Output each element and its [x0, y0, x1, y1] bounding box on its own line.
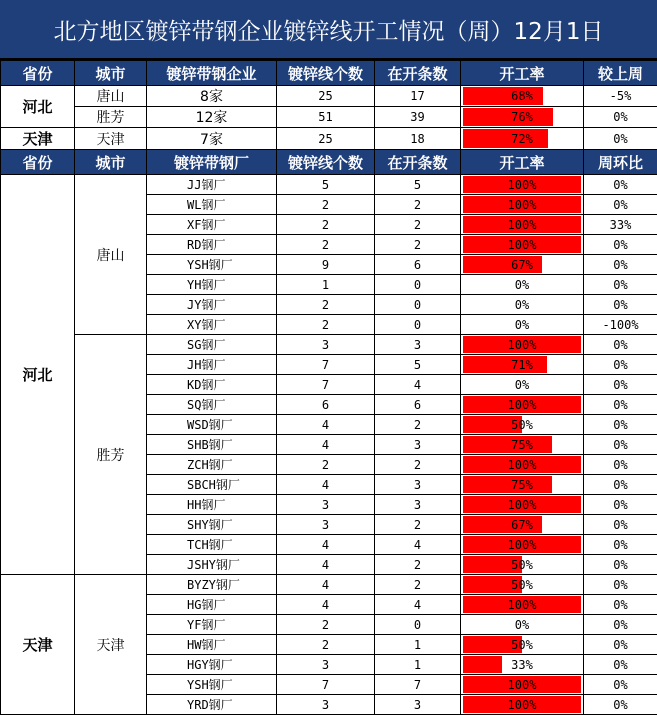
change-cell: 0%	[584, 335, 657, 355]
lines-cell: 6	[277, 395, 375, 415]
mill-cell: RD钢厂	[147, 235, 277, 255]
rate-cell	[461, 595, 584, 615]
rate-label: 67%	[511, 257, 533, 272]
mill-cell: XY钢厂	[147, 315, 277, 335]
open-cell: 6	[375, 255, 461, 275]
open-cell: 3	[375, 335, 461, 355]
rate-label: 100%	[507, 217, 537, 232]
open-cell: 7	[375, 675, 461, 695]
table-row	[1, 575, 657, 595]
province-cell: 河北	[1, 86, 75, 128]
change-cell: 0%	[584, 655, 657, 675]
open-cell: 2	[375, 455, 461, 475]
mill-cell: BYZY钢厂	[147, 575, 277, 595]
rate-label: 75%	[511, 477, 533, 492]
province-cell: 河北	[1, 175, 75, 575]
rate-label: 0%	[514, 277, 530, 292]
change-cell: 0%	[584, 455, 657, 475]
lines-cell: 4	[277, 415, 375, 435]
rate-label: 68%	[511, 89, 533, 103]
change-cell: 0%	[584, 375, 657, 395]
header-firms: 镀锌带钢企业	[147, 61, 277, 86]
city-cell: 唐山	[75, 175, 147, 335]
summary-row	[1, 86, 657, 107]
firms-cell: 8家	[147, 86, 277, 107]
open-cell: 4	[375, 535, 461, 555]
rate-cell	[461, 675, 584, 695]
rate-cell	[461, 615, 584, 635]
change-cell: 0%	[584, 515, 657, 535]
mill-cell: WSD钢厂	[147, 415, 277, 435]
mill-cell: YSH钢厂	[147, 255, 277, 275]
mill-cell: YH钢厂	[147, 275, 277, 295]
change-cell: -5%	[584, 86, 657, 107]
rate-label: 72%	[511, 131, 533, 146]
open-cell: 0	[375, 275, 461, 295]
change-cell: 0%	[584, 535, 657, 555]
rate-cell	[461, 128, 584, 150]
mill-cell: HH钢厂	[147, 495, 277, 515]
rate-cell	[461, 655, 584, 675]
lines-cell: 4	[277, 595, 375, 615]
lines-cell: 4	[277, 575, 375, 595]
change-cell: 0%	[584, 195, 657, 215]
open-cell: 39	[375, 107, 461, 128]
rate-cell	[461, 515, 584, 535]
open-cell: 2	[375, 215, 461, 235]
rate-label: 100%	[507, 197, 537, 212]
rate-label: 100%	[507, 537, 537, 552]
rate-label: 50%	[511, 637, 533, 652]
lines-cell: 5	[277, 175, 375, 195]
open-cell: 2	[375, 195, 461, 215]
city-cell: 胜芳	[75, 107, 147, 128]
change-cell: 33%	[584, 215, 657, 235]
header-lines: 镀锌线个数	[277, 61, 375, 86]
header-change: 周环比	[584, 150, 657, 175]
open-cell: 0	[375, 295, 461, 315]
rate-label: 100%	[507, 457, 537, 472]
rate-cell	[461, 195, 584, 215]
rate-cell	[461, 375, 584, 395]
rate-cell	[461, 86, 584, 107]
open-cell: 1	[375, 635, 461, 655]
lines-cell: 7	[277, 675, 375, 695]
summary-row	[1, 107, 657, 128]
mill-cell: HG钢厂	[147, 595, 277, 615]
change-cell: 0%	[584, 275, 657, 295]
open-cell: 3	[375, 695, 461, 715]
rate-cell	[461, 435, 584, 455]
lines-cell: 4	[277, 535, 375, 555]
lines-cell: 4	[277, 435, 375, 455]
rate-cell	[461, 635, 584, 655]
lines-cell: 2	[277, 295, 375, 315]
rate-label: 76%	[511, 110, 533, 124]
rate-label: 50%	[511, 417, 533, 432]
status-table	[0, 60, 657, 715]
change-cell: 0%	[584, 635, 657, 655]
summary-header-row	[1, 61, 657, 86]
header-mill: 镀锌带钢厂	[147, 150, 277, 175]
header-city: 城市	[75, 150, 147, 175]
change-cell: 0%	[584, 575, 657, 595]
lines-cell: 3	[277, 655, 375, 675]
mill-cell: ZCH钢厂	[147, 455, 277, 475]
open-cell: 0	[375, 315, 461, 335]
page-title: 北方地区镀锌带钢企业镀锌线开工情况（周）12月1日	[0, 0, 657, 60]
open-cell: 3	[375, 495, 461, 515]
rate-cell	[461, 315, 584, 335]
rate-label: 33%	[511, 657, 533, 672]
change-cell: 0%	[584, 695, 657, 715]
rate-cell	[461, 107, 584, 128]
open-cell: 3	[375, 475, 461, 495]
open-cell: 0	[375, 615, 461, 635]
lines-cell: 2	[277, 635, 375, 655]
rate-label: 50%	[511, 557, 533, 572]
mill-cell: TCH钢厂	[147, 535, 277, 555]
open-cell: 3	[375, 435, 461, 455]
change-cell: 0%	[584, 175, 657, 195]
lines-cell: 3	[277, 515, 375, 535]
change-cell: 0%	[584, 555, 657, 575]
header-rate: 开工率	[461, 61, 584, 86]
detail-header	[1, 150, 657, 175]
lines-cell: 4	[277, 555, 375, 575]
rate-cell	[461, 175, 584, 195]
lines-cell: 7	[277, 375, 375, 395]
header-province: 省份	[1, 150, 75, 175]
city-cell: 唐山	[75, 86, 147, 107]
rate-label: 100%	[507, 237, 537, 252]
firms-cell: 7家	[147, 128, 277, 150]
lines-cell: 1	[277, 275, 375, 295]
rate-label: 0%	[514, 297, 530, 312]
city-cell: 胜芳	[75, 335, 147, 575]
header-lines: 镀锌线个数	[277, 150, 375, 175]
lines-cell: 2	[277, 315, 375, 335]
header-open: 在开条数	[375, 61, 461, 86]
lines-cell: 2	[277, 235, 375, 255]
mill-cell: HW钢厂	[147, 635, 277, 655]
lines-cell: 3	[277, 695, 375, 715]
open-cell: 2	[375, 575, 461, 595]
mill-cell: JY钢厂	[147, 295, 277, 315]
open-cell: 6	[375, 395, 461, 415]
rate-cell	[461, 695, 584, 715]
rate-label: 71%	[511, 357, 533, 372]
mill-cell: WL钢厂	[147, 195, 277, 215]
change-cell: 0%	[584, 355, 657, 375]
header-city: 城市	[75, 61, 147, 86]
header-rate: 开工率	[461, 150, 584, 175]
mill-cell: SG钢厂	[147, 335, 277, 355]
mill-cell: SBCH钢厂	[147, 475, 277, 495]
detail-body	[1, 175, 657, 715]
header-province: 省份	[1, 61, 75, 86]
change-cell: 0%	[584, 395, 657, 415]
change-cell: 0%	[584, 595, 657, 615]
rate-cell	[461, 395, 584, 415]
open-cell: 5	[375, 355, 461, 375]
rate-label: 50%	[511, 577, 533, 592]
table-row	[1, 175, 657, 195]
lines-cell: 3	[277, 495, 375, 515]
change-cell: 0%	[584, 128, 657, 150]
rate-cell	[461, 275, 584, 295]
open-cell: 2	[375, 415, 461, 435]
rate-cell	[461, 355, 584, 375]
rate-cell	[461, 495, 584, 515]
lines-cell: 51	[277, 107, 375, 128]
rate-label: 67%	[511, 517, 533, 532]
change-cell: 0%	[584, 495, 657, 515]
rate-cell	[461, 535, 584, 555]
rate-label: 0%	[514, 317, 530, 332]
lines-cell: 25	[277, 128, 375, 150]
mill-cell: YSH钢厂	[147, 675, 277, 695]
rate-label: 75%	[511, 437, 533, 452]
open-cell: 18	[375, 128, 461, 150]
rate-cell	[461, 575, 584, 595]
lines-cell: 7	[277, 355, 375, 375]
change-cell: 0%	[584, 415, 657, 435]
city-cell: 天津	[75, 128, 147, 150]
change-cell: 0%	[584, 295, 657, 315]
rate-cell	[461, 235, 584, 255]
lines-cell: 9	[277, 255, 375, 275]
lines-cell: 3	[277, 335, 375, 355]
rate-cell	[461, 295, 584, 315]
header-change: 较上周	[584, 61, 657, 86]
open-cell: 17	[375, 86, 461, 107]
rate-cell	[461, 215, 584, 235]
rate-label: 0%	[514, 617, 530, 632]
rate-cell	[461, 255, 584, 275]
open-cell: 4	[375, 375, 461, 395]
open-cell: 1	[375, 655, 461, 675]
change-cell: 0%	[584, 235, 657, 255]
province-cell: 天津	[1, 128, 75, 150]
summary-body	[1, 86, 657, 150]
city-cell: 天津	[75, 575, 147, 715]
rate-label: 0%	[514, 377, 530, 392]
open-cell: 2	[375, 515, 461, 535]
change-cell: -100%	[584, 315, 657, 335]
rate-cell	[461, 415, 584, 435]
rate-cell	[461, 475, 584, 495]
summary-row	[1, 128, 657, 150]
lines-cell: 2	[277, 195, 375, 215]
rate-cell	[461, 555, 584, 575]
firms-cell: 12家	[147, 107, 277, 128]
mill-cell: HGY钢厂	[147, 655, 277, 675]
mill-cell: KD钢厂	[147, 375, 277, 395]
mill-cell: SHB钢厂	[147, 435, 277, 455]
open-cell: 4	[375, 595, 461, 615]
table-row	[1, 335, 657, 355]
lines-cell: 2	[277, 455, 375, 475]
change-cell: 0%	[584, 435, 657, 455]
change-cell: 0%	[584, 255, 657, 275]
rate-cell	[461, 335, 584, 355]
mill-cell: JH钢厂	[147, 355, 277, 375]
mill-cell: YF钢厂	[147, 615, 277, 635]
mill-cell: YRD钢厂	[147, 695, 277, 715]
mill-cell: JSHY钢厂	[147, 555, 277, 575]
detail-header-row	[1, 150, 657, 175]
open-cell: 5	[375, 175, 461, 195]
province-cell: 天津	[1, 575, 75, 715]
lines-cell: 4	[277, 475, 375, 495]
rate-label: 100%	[507, 397, 537, 412]
summary-header	[1, 61, 657, 86]
open-cell: 2	[375, 555, 461, 575]
change-cell: 0%	[584, 107, 657, 128]
mill-cell: SHY钢厂	[147, 515, 277, 535]
open-cell: 2	[375, 235, 461, 255]
mill-cell: JJ钢厂	[147, 175, 277, 195]
rate-label: 100%	[507, 597, 537, 612]
header-open: 在开条数	[375, 150, 461, 175]
mill-cell: XF钢厂	[147, 215, 277, 235]
lines-cell: 2	[277, 615, 375, 635]
mill-cell: SQ钢厂	[147, 395, 277, 415]
rate-label: 100%	[507, 697, 537, 712]
change-cell: 0%	[584, 615, 657, 635]
change-cell: 0%	[584, 675, 657, 695]
rate-label: 100%	[507, 337, 537, 352]
rate-label: 100%	[507, 497, 537, 512]
rate-label: 100%	[507, 177, 537, 192]
lines-cell: 2	[277, 215, 375, 235]
change-cell: 0%	[584, 475, 657, 495]
lines-cell: 25	[277, 86, 375, 107]
rate-label: 100%	[507, 677, 537, 692]
rate-cell	[461, 455, 584, 475]
